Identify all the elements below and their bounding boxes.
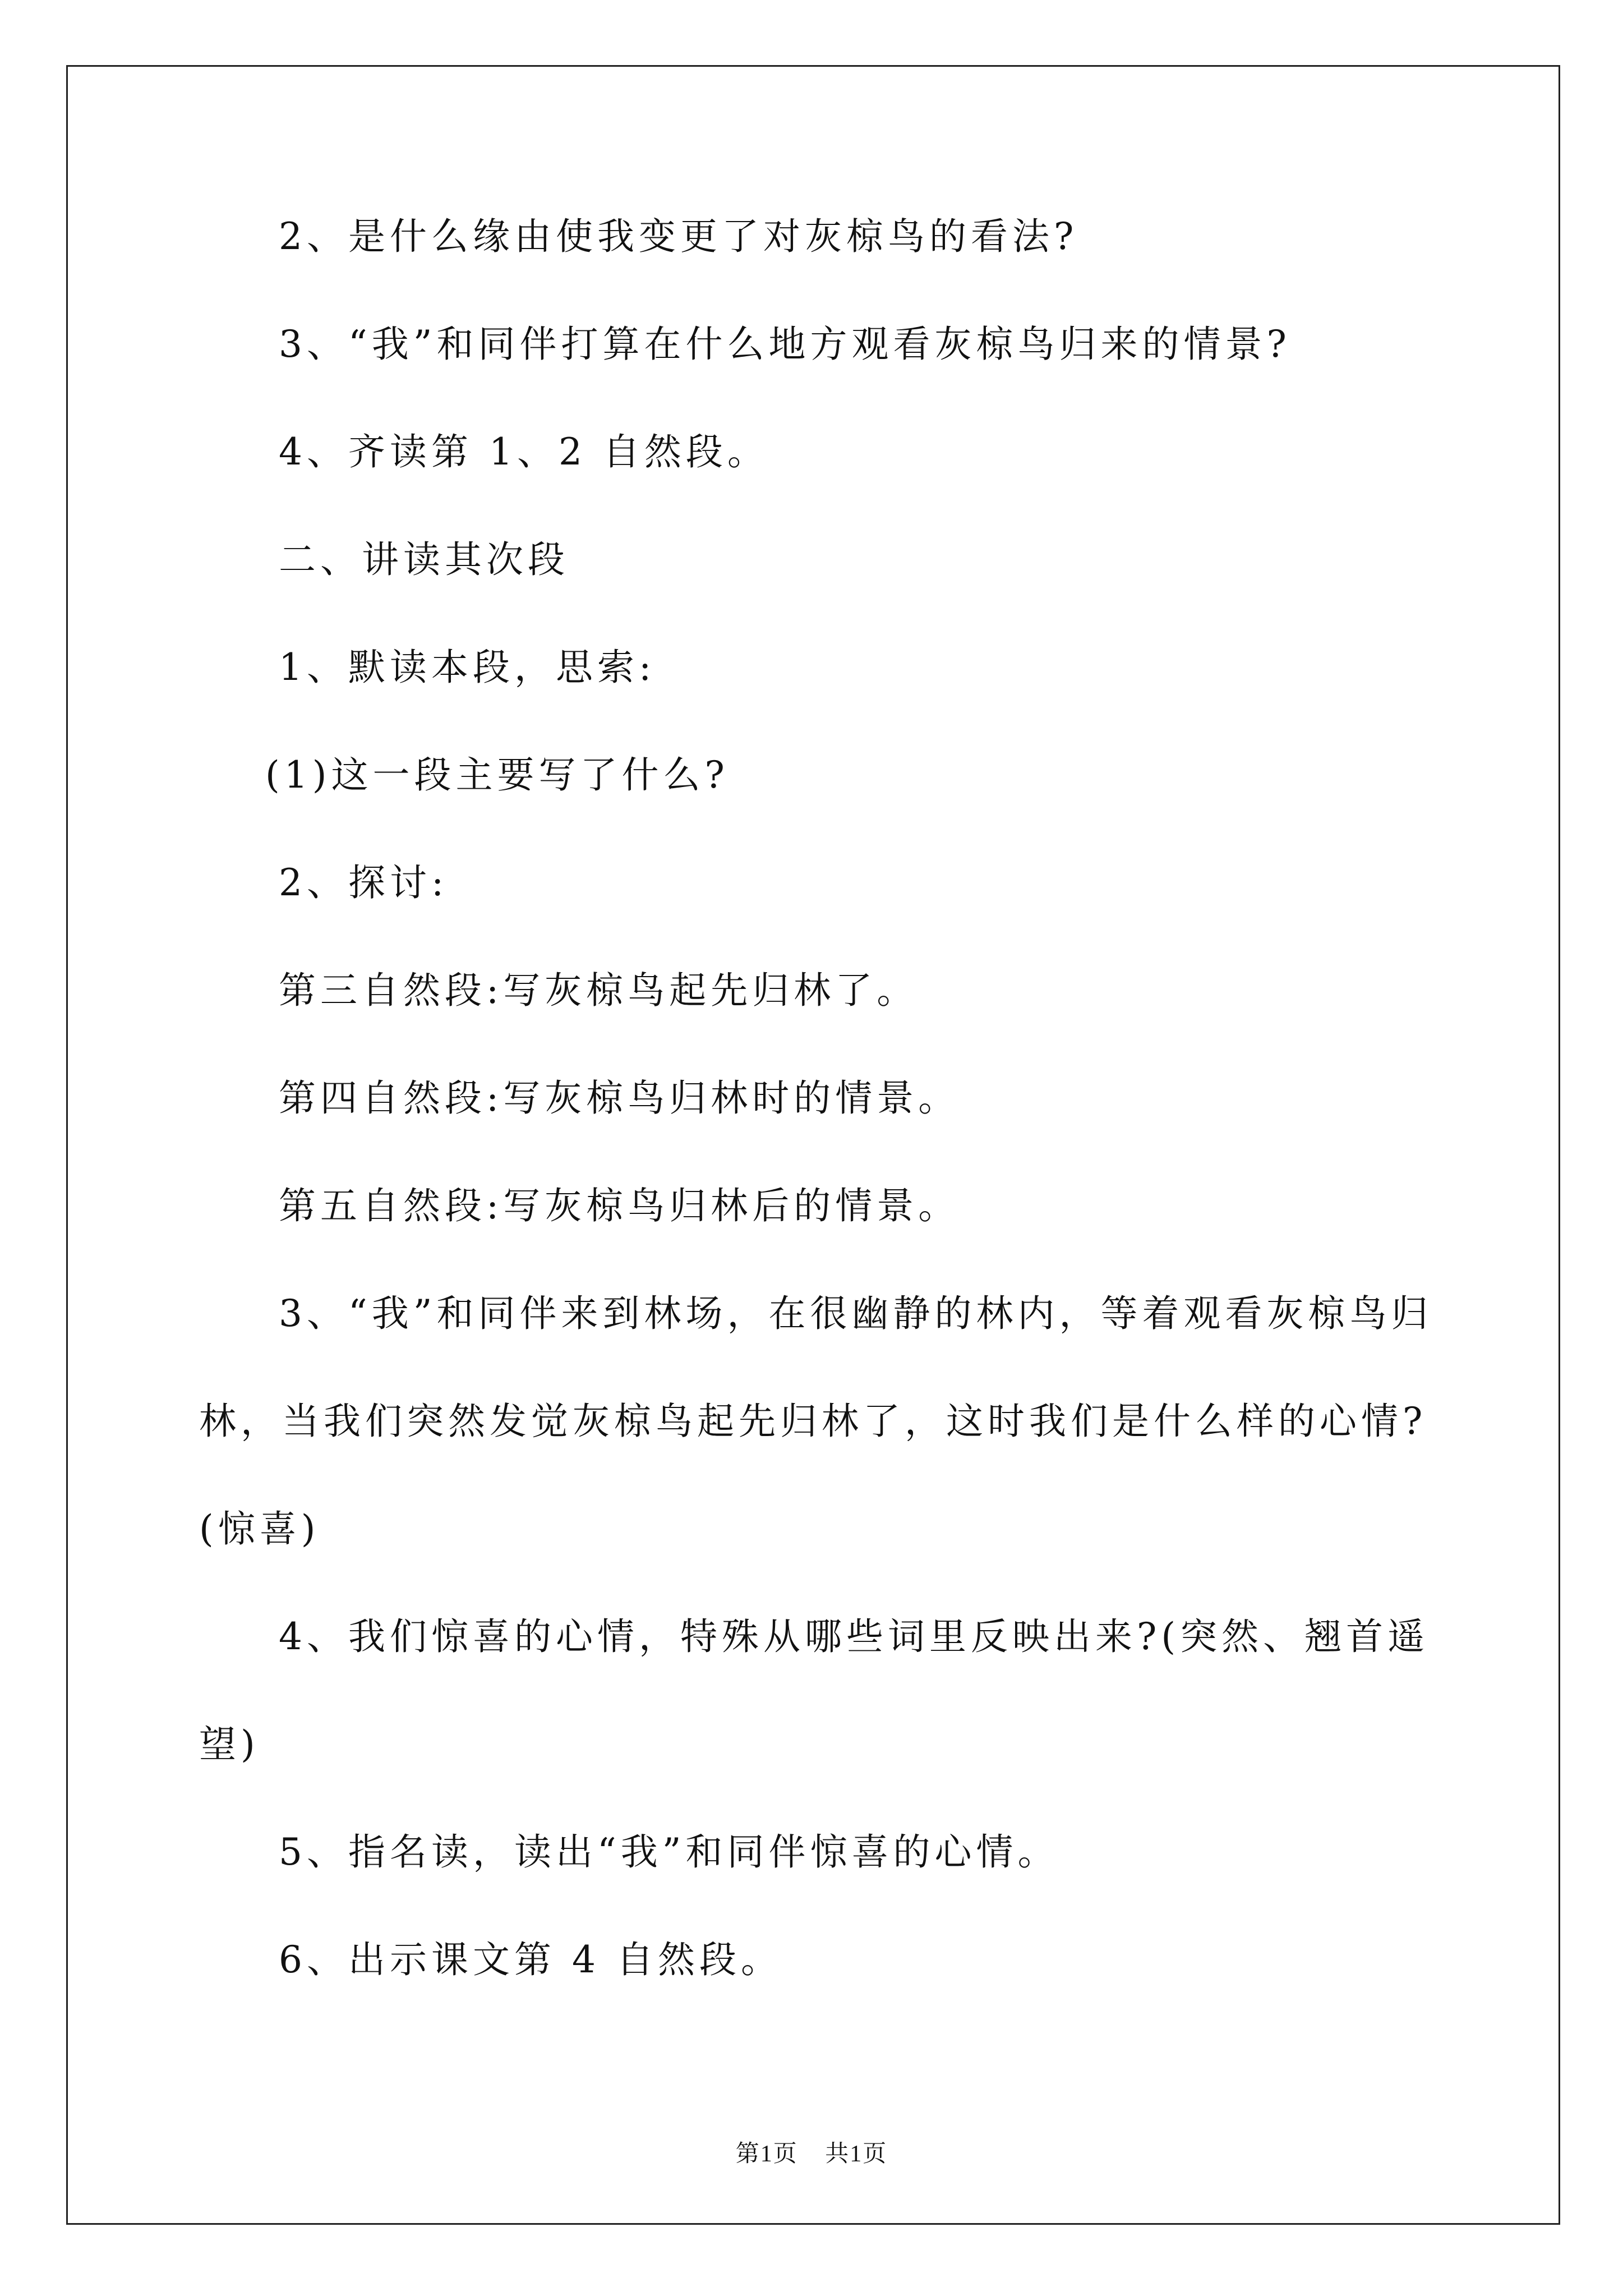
page-total: 共1页 [825,2141,888,2167]
paragraph: 第四自然段:写灰椋鸟归林时的情景。 [279,1076,960,1120]
paragraph: 第五自然段:写灰椋鸟归林后的情景。 [279,1184,960,1227]
paragraph: 2、探讨: [279,861,449,904]
paragraph-continuation: (惊喜) [199,1507,320,1550]
paragraph: 1、默读本段，思索: [279,646,656,689]
paragraph: 3、“我”和同伴打算在什么地方观看灰椋鸟归来的情景? [279,323,1291,366]
paragraph-continuation: 林，当我们突然发觉灰椋鸟起先归林了，这时我们是什么样的心情? [199,1400,1427,1443]
page-number: 第1页 [735,2141,798,2167]
paragraph: 3、“我”和同伴来到林场，在很幽静的林内，等着观看灰椋鸟归 [279,1292,1433,1335]
paragraph-continuation: 望) [199,1723,260,1766]
section-heading: 二、讲读其次段 [279,538,569,581]
paragraph: (1)这一段主要写了什么? [265,753,729,797]
paragraph: 6、出示课文第 4 自然段。 [279,1938,782,1981]
paragraph: 4、齐读第 1、2 自然段。 [279,430,769,473]
page-border [66,65,1560,2225]
paragraph: 5、指名读，读出“我”和同伴惊喜的心情。 [279,1830,1059,1874]
page-footer [0,2138,1623,2170]
paragraph: 第三自然段:写灰椋鸟起先归林了。 [279,969,919,1012]
paragraph: 2、是什么缘由使我变更了对灰椋鸟的看法? [279,215,1078,258]
paragraph: 4、我们惊喜的心情，特殊从哪些词里反映出来?(突然、翘首遥 [279,1615,1430,1658]
